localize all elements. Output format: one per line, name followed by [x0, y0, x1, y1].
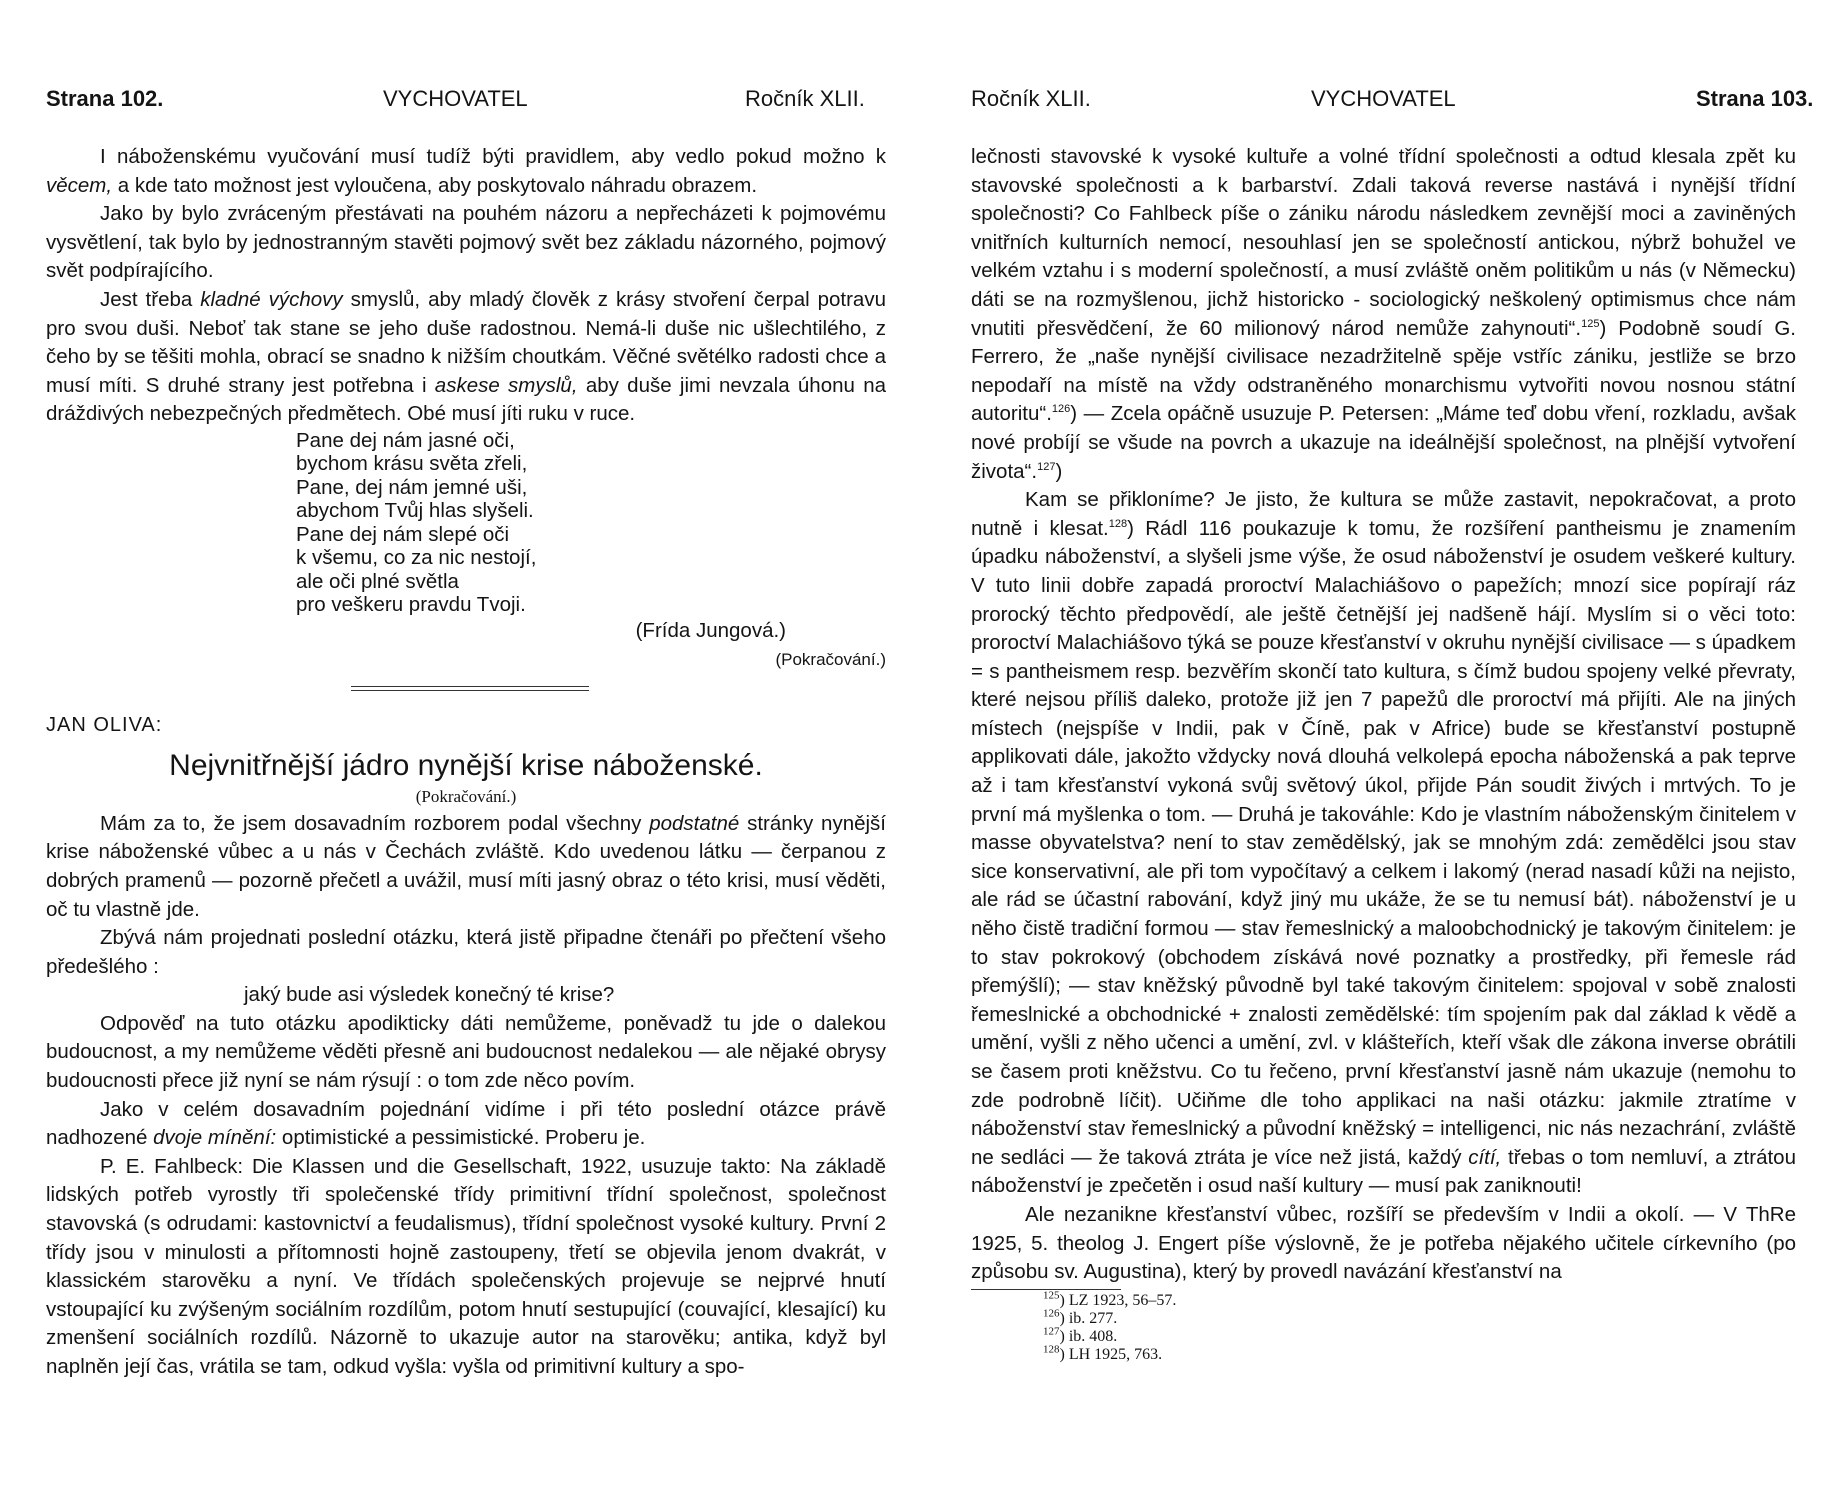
paragraph: Jest třeba kladné výchovy smyslů, aby mladý člověk z krásy stvoření čerpal potravu pro svou duši. Neboť tak stane se jeho duše radostnou. Nemá-li duše nic ušlechtilého, z čeho by se těšiti mohla, obrací se snadno k nižším choutkám. Věčné světélko radosti chce a musí míti. S druhé strany jest potřebna i askese smyslů, aby duše jimi nevzala úhonu na dráždivých nebezpečných předmětech. Obé musí jíti ruku v ruce.: [46, 287, 886, 426]
left-volume: Ročník XLII.: [745, 86, 865, 111]
footnote-ref: 126: [1051, 403, 1071, 416]
footnote: $^{127}$) ib. 408.: [1043, 1325, 1118, 1345]
footnote-ref: 127: [1037, 460, 1056, 473]
paragraph: Jako by bylo zvráceným přestávati na pouhém názoru a nepřecházeti k pojmovému vysvětlení, tak bylo by jednostranným stavěti pojmový svět bez základu názorného, pojmový svět podpírajícího.: [46, 202, 886, 283]
article-title: Nejvnitřnější jádro nynější krise náboženské.: [169, 748, 763, 782]
article-subtitle: (Pokračování.): [415, 786, 517, 806]
poem-line: abychom Tvůj hlas slyšeli.: [296, 499, 534, 523]
footnote-ref: 128: [1108, 517, 1128, 530]
poem-line: bychom krásu světa zřeli,: [296, 452, 528, 476]
paragraph: lečnosti stavovské k vysoké kultuře a volné třídní společnosti a odtud klesala zpět ku stavovské společnosti a k barbarství. Zdali taková reverse nastává i nynější třídní společnosti? Co Fahlbeck píše o zániku národu následkem zevnější moci a zaviněných vnitřních kulturních nemocí, nesouhlasí jen se společností antickou, nýbrž bohužel ve velkém vztahu i s moderní společností, a musí zvláště oněm politikům u nás (v Německu) dáti se na rozmyšlenou, jichž historicko - sociologický neškolený optimismus chce nám vnutiti přesvědčení, že 60 milionový národ nemůže zahynouti“.$^{125}$) Podobně soudí G. Ferrero, že „naše nynější civilisace nezadržitelně spěje vstříc zániku, jestliže se brzo nepodaří na místě na vždy odstraněného monarchismu vytvořiti novou nosnou státní autoritu“.$^{126}$) — Zcela opáčně usuzuje P. Petersen: „Máme teď dobu vření, rozkladu, avšak nové probíjí se všude na povrch a ukazuje na ideálnější společnost, na plnější vytvoření života“.$^{127}$): [971, 145, 1796, 483]
poem-author: (Frída Jungová.): [635, 618, 786, 642]
paragraph: I náboženskému vyučování musí tudíž býti pravidlem, aby vedlo pokud možno k věcem, a kde tato možnost jest vyloučena, aby poskytovalo náhradu obrazem.: [46, 145, 886, 197]
poem-line: Pane dej nám jasné oči,: [296, 428, 515, 452]
continued-note: (Pokračování.): [775, 649, 886, 669]
paragraph: Odpověď na tuto otázku apodikticky dáti nemůžeme, poněvadž tu jde o dalekou budoucnost, a my nemůžeme věděti přesně ani budoucnost nedalekou — ale nějaké obrysy budoucnosti přece již nyní se nám rýsují : o tom zde něco povím.: [46, 1011, 886, 1093]
right-volume: Ročník XLII.: [971, 86, 1091, 111]
article-author: JAN OLIVA:: [46, 714, 163, 737]
paragraph: Kam se přikloníme? Je jisto, že kultura se může zastavit, nepokračovat, a proto nutně i klesat.$^{128}$) Rádl 116 poukazuje k tomu, že rozšíření pantheismu je znamením úpadku náboženství, a slyšeli jsme výše, že osud náboženství je osudem veškeré kultury. V tuto linii dobře zapadá proroctví Malachiášovo o papežích; mnozí sice popírají ráz prorocký těchto předpovědí, ale ještě četnější jej nadšeně hájí. Myslím si o věci toto: proroctví Malachiášovo týká se pouze křesťanství v okruhu nynější civilisace — s úpadkem = s pantheismem resp. bezvěřím skončí tato kultura, s čímž budou spojeny velké převraty, které nejsou příliš daleko, protože již jen 7 papežů dle proroctví má přijíti. Ale na jiných místech (nejspíše v Indii, pak v Číně, pak v Africe) bude se křesťanství postupně applikovati dále, jakožto vždycky nová dlouhá velkolepá epocha náboženská a pak teprve až i tam křesťanství vykoná svůj světový úkol, přijde Pán soudit živých i mrtvých. To je první má myšlenka o tom. — Druhá je takováhle: Kdo je vlastním náboženským činitelem v masse obyvatelstva? není to stav zemědělský, jak se mnohým zdá: zemědělci jsou stav sice konservativní, ale při tom vypočítavý a celkem i lakomý (nerad nasadí kůži na nejisto, ale rád se účastní rabování, když jiný mu ukáže, že se tu nemusí bát). náboženství je u něho čistě tradiční formou — stav řemeslnický a maloobchodnický je takovým činitelem: je to stav pokrokový (obchodem získává nové poznatky a prostředky, při řemesle rád přemýšlí); — stav kněžský původně byl také takovým činitelem: spojoval v sobě znalosti řemeslnické a obchodnické + znalosti zemědělské: tím spojením pak dal základ k vědě a umění, vyšli z něho učenci a umění, zvl. v klášteřích, kteří však dle zákona inverse obrátili se časem proti kněžstvu. Co tu řečeno, první křesťanství jasně nám ukazuje (nemohu to zde podrobně líčit). Učiňme dle toho applikaci na naši otázku: jakmile ztratíme v náboženství stav řemeslnický a původní kněžský = intelligenci, nic nás nezachrání, zvláště ne sedláci — že taková ztráta je více než jistá, každý cítí, třebas o tom nemluví, a ztrátou náboženství je zpečetěn i osud naší kultury — musí pak zaniknouti!: [971, 488, 1796, 1198]
poem: [296, 429, 886, 617]
central-question: jaký bude asi výsledek konečný té krise?: [244, 983, 615, 1007]
poem-line: Pane dej nám slepé oči: [296, 522, 510, 546]
paragraph: Mám za to, že jsem dosavadním rozborem podal všechny podstatné stránky nynější krise náboženské vůbec a u nás v Čechách zvláště. Kdo uvedenou látku — čerpanou z dobrých pramenů — pozorně přečetl a uvážil, musí míti jasný obraz o této krisi, musí věděti, oč tu vlastně jde.: [46, 811, 886, 921]
right-page: [916, 0, 1832, 1500]
right-journal-title: VYCHOVATEL: [1311, 86, 1456, 111]
footnote: $^{128}$) LH 1925, 763.: [1043, 1343, 1163, 1363]
right-text-column: [971, 143, 1796, 1364]
poem-line: ale oči plné světla: [296, 569, 459, 593]
footnote-ref: 125: [1581, 317, 1600, 330]
left-page-number: Strana 102.: [46, 86, 164, 111]
footnote: $^{126}$) ib. 277.: [1043, 1307, 1118, 1327]
poem-line: pro veškeru pravdu Tvoji.: [296, 593, 526, 617]
section-divider: [46, 686, 886, 691]
paragraph: P. E. Fahlbeck: Die Klassen und die Gesellschaft, 1922, usuzuje takto: Na základě lidských potřeb vyrostly tři společenské třídy primitivní třídní společnost, společnost stavovská (s odrudami: kastovnictví a feudalismus), třídní společnost vysoké kultury. První 2 třídy jsou v minulosti a přítomnosti hojně zastoupeny, třetí se objevila jenom dvakrát, v klassickém starověku a nyní. Ve třídách společenských projevuje se nejprvé hnutí vstoupající ku zvýšeným sociálním rozdílům, potom hnutí sestupující (couvající, klesající) ku zmenšení sociálních rozdílů. Názorně to ukazuje autor na starověku; antika, když byl naplněn její čas, vrátila se tam, odkud vyšla: vyšla od primitivní kultury a spo-: [46, 1154, 886, 1378]
paragraph: Ale nezaniknе křesťanství vůbec, rozšíří se především v Indii a okolí. — V ThRe 1925, 5. theolog J. Engert píše výslovně, že je potřeba nějakého učitele církevního (po způsobu sv. Augustina), který by provedl navázání křesťanství na: [971, 1202, 1796, 1284]
paragraph: Jako v celém dosavadním pojednání vidíme i při této poslední otázce právě nadhozené dvoje mínění: optimistické a pessimistické. Proberu je.: [46, 1097, 886, 1150]
poem-line: k všemu, co za nic nestojí,: [296, 546, 537, 570]
footnote: $^{125}$) LZ 1923, 56–57.: [1043, 1289, 1177, 1309]
left-journal-title: VYCHOVATEL: [383, 86, 528, 111]
right-page-number: Strana 103.: [1696, 86, 1814, 111]
poem-line: Pane, dej nám jemné uši,: [296, 475, 528, 499]
left-text-column: [46, 143, 886, 1382]
paragraph: Zbývá nám projednati poslední otázku, která jistě připadne čtenáři po přečtení všeho předešlého :: [46, 926, 886, 978]
